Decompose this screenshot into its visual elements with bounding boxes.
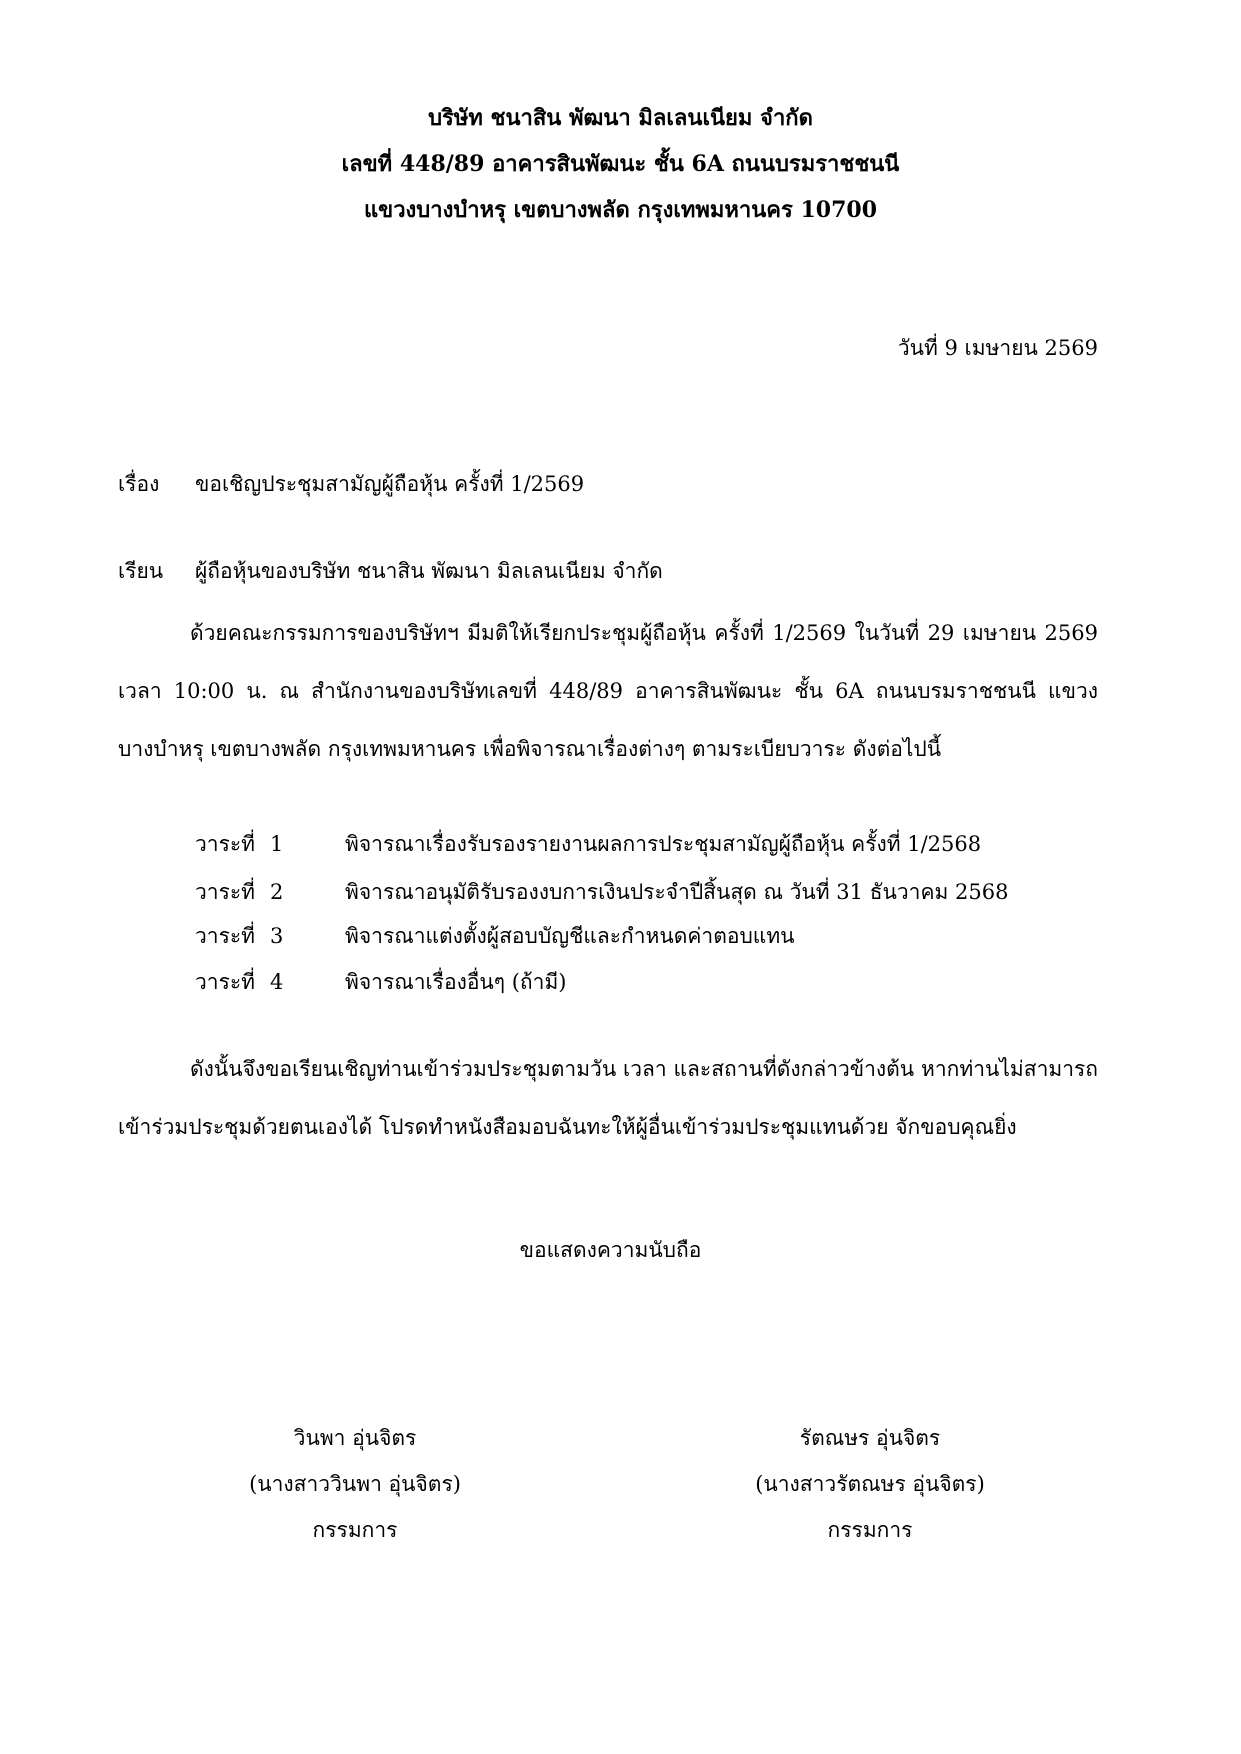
signature-block-right — [670, 1415, 1070, 1553]
recipient-text: ผู้ถือหุ้นของบริษัท ชนาสิน พัฒนา มิลเลนเนียม จำกัด — [195, 559, 663, 583]
company-name: บริษัท ชนาสิน พัฒนา มิลเลนเนียม จำกัด — [428, 105, 813, 131]
agenda-text: พิจารณาเรื่องอื่นๆ (ถ้ามี) — [345, 970, 567, 994]
signer-name: (นางสาววินพา อุ่นจิตร) — [249, 1472, 461, 1496]
company-address-line2: แขวงบางบำหรุ เขตบางพลัด กรุงเทพมหานคร 10700 — [363, 197, 878, 223]
agenda-label: วาระที่ — [195, 970, 255, 994]
agenda-label: วาระที่ — [195, 880, 255, 904]
intro-text: ด้วยคณะกรรมการของบริษัทฯ มีมติให้เรียกประชุมผู้ถือหุ้น ครั้งที่ 1/2569 ในวันที่ 29 เมษายน 2569 เวลา 10:00 น. ณ สำนักงานของบริษัทเลขที่ 448/89 อาคารสินพัฒนะ ชั้น 6A ถนนบรมราชชนนี แขวงบางบำหรุ เขตบางพลัด กรุงเทพมหานคร เพื่อพิจารณาเรื่องต่างๆ ตามระเบียบวาระ ดังต่อไปนี้ — [118, 621, 1098, 761]
agenda-text: พิจารณาแต่งตั้งผู้สอบบัญชีและกำหนดค่าตอบแทน — [345, 924, 795, 948]
subject-label: เรื่อง — [118, 472, 160, 496]
letter-date: วันที่ 9 เมษายน 2569 — [897, 336, 1098, 360]
signature: รัตณษร อุ่นจิตร — [799, 1426, 941, 1450]
signer-name: (นางสาวรัตณษร อุ่นจิตร) — [755, 1472, 985, 1496]
company-address-line1: เลขที่ 448/89 อาคารสินพัฒนะ ชั้น 6A ถนนบรมราชชนนี — [341, 151, 900, 177]
agenda-number: 3 — [270, 924, 284, 948]
agenda-number: 4 — [270, 970, 284, 994]
closing-paragraph — [118, 1040, 1098, 1156]
agenda-number: 2 — [270, 880, 284, 904]
subject-text: ขอเชิญประชุมสามัญผู้ถือหุ้น ครั้งที่ 1/2569 — [195, 472, 585, 496]
regards: ขอแสดงความนับถือ — [519, 1238, 702, 1262]
signature-block-left — [155, 1415, 555, 1553]
agenda-label: วาระที่ — [195, 832, 255, 856]
closing-text: ดังนั้นจึงขอเรียนเชิญท่านเข้าร่วมประชุมตามวัน เวลา และสถานที่ดังกล่าวข้างต้น หากท่านไม่สามารถเข้าร่วมประชุมด้วยตนเองได้ โปรดทำหนังสือมอบฉันทะให้ผู้อื่นเข้าร่วมประชุมแทนด้วย จักขอบคุณยิ่ง — [118, 1057, 1098, 1139]
recipient-label: เรียน — [118, 559, 164, 583]
intro-paragraph — [118, 604, 1098, 778]
agenda-label: วาระที่ — [195, 924, 255, 948]
agenda-number: 1 — [270, 832, 284, 856]
signer-title: กรรมการ — [312, 1518, 398, 1542]
signer-title: กรรมการ — [827, 1518, 913, 1542]
agenda-text: พิจารณาอนุมัติรับรองงบการเงินประจำปีสิ้นสุด ณ วันที่ 31 ธันวาคม 2568 — [345, 880, 1009, 904]
agenda-text: พิจารณาเรื่องรับรองรายงานผลการประชุมสามัญผู้ถือหุ้น ครั้งที่ 1/2568 — [345, 832, 982, 856]
signature: วินพา อุ่นจิตร — [293, 1426, 417, 1450]
